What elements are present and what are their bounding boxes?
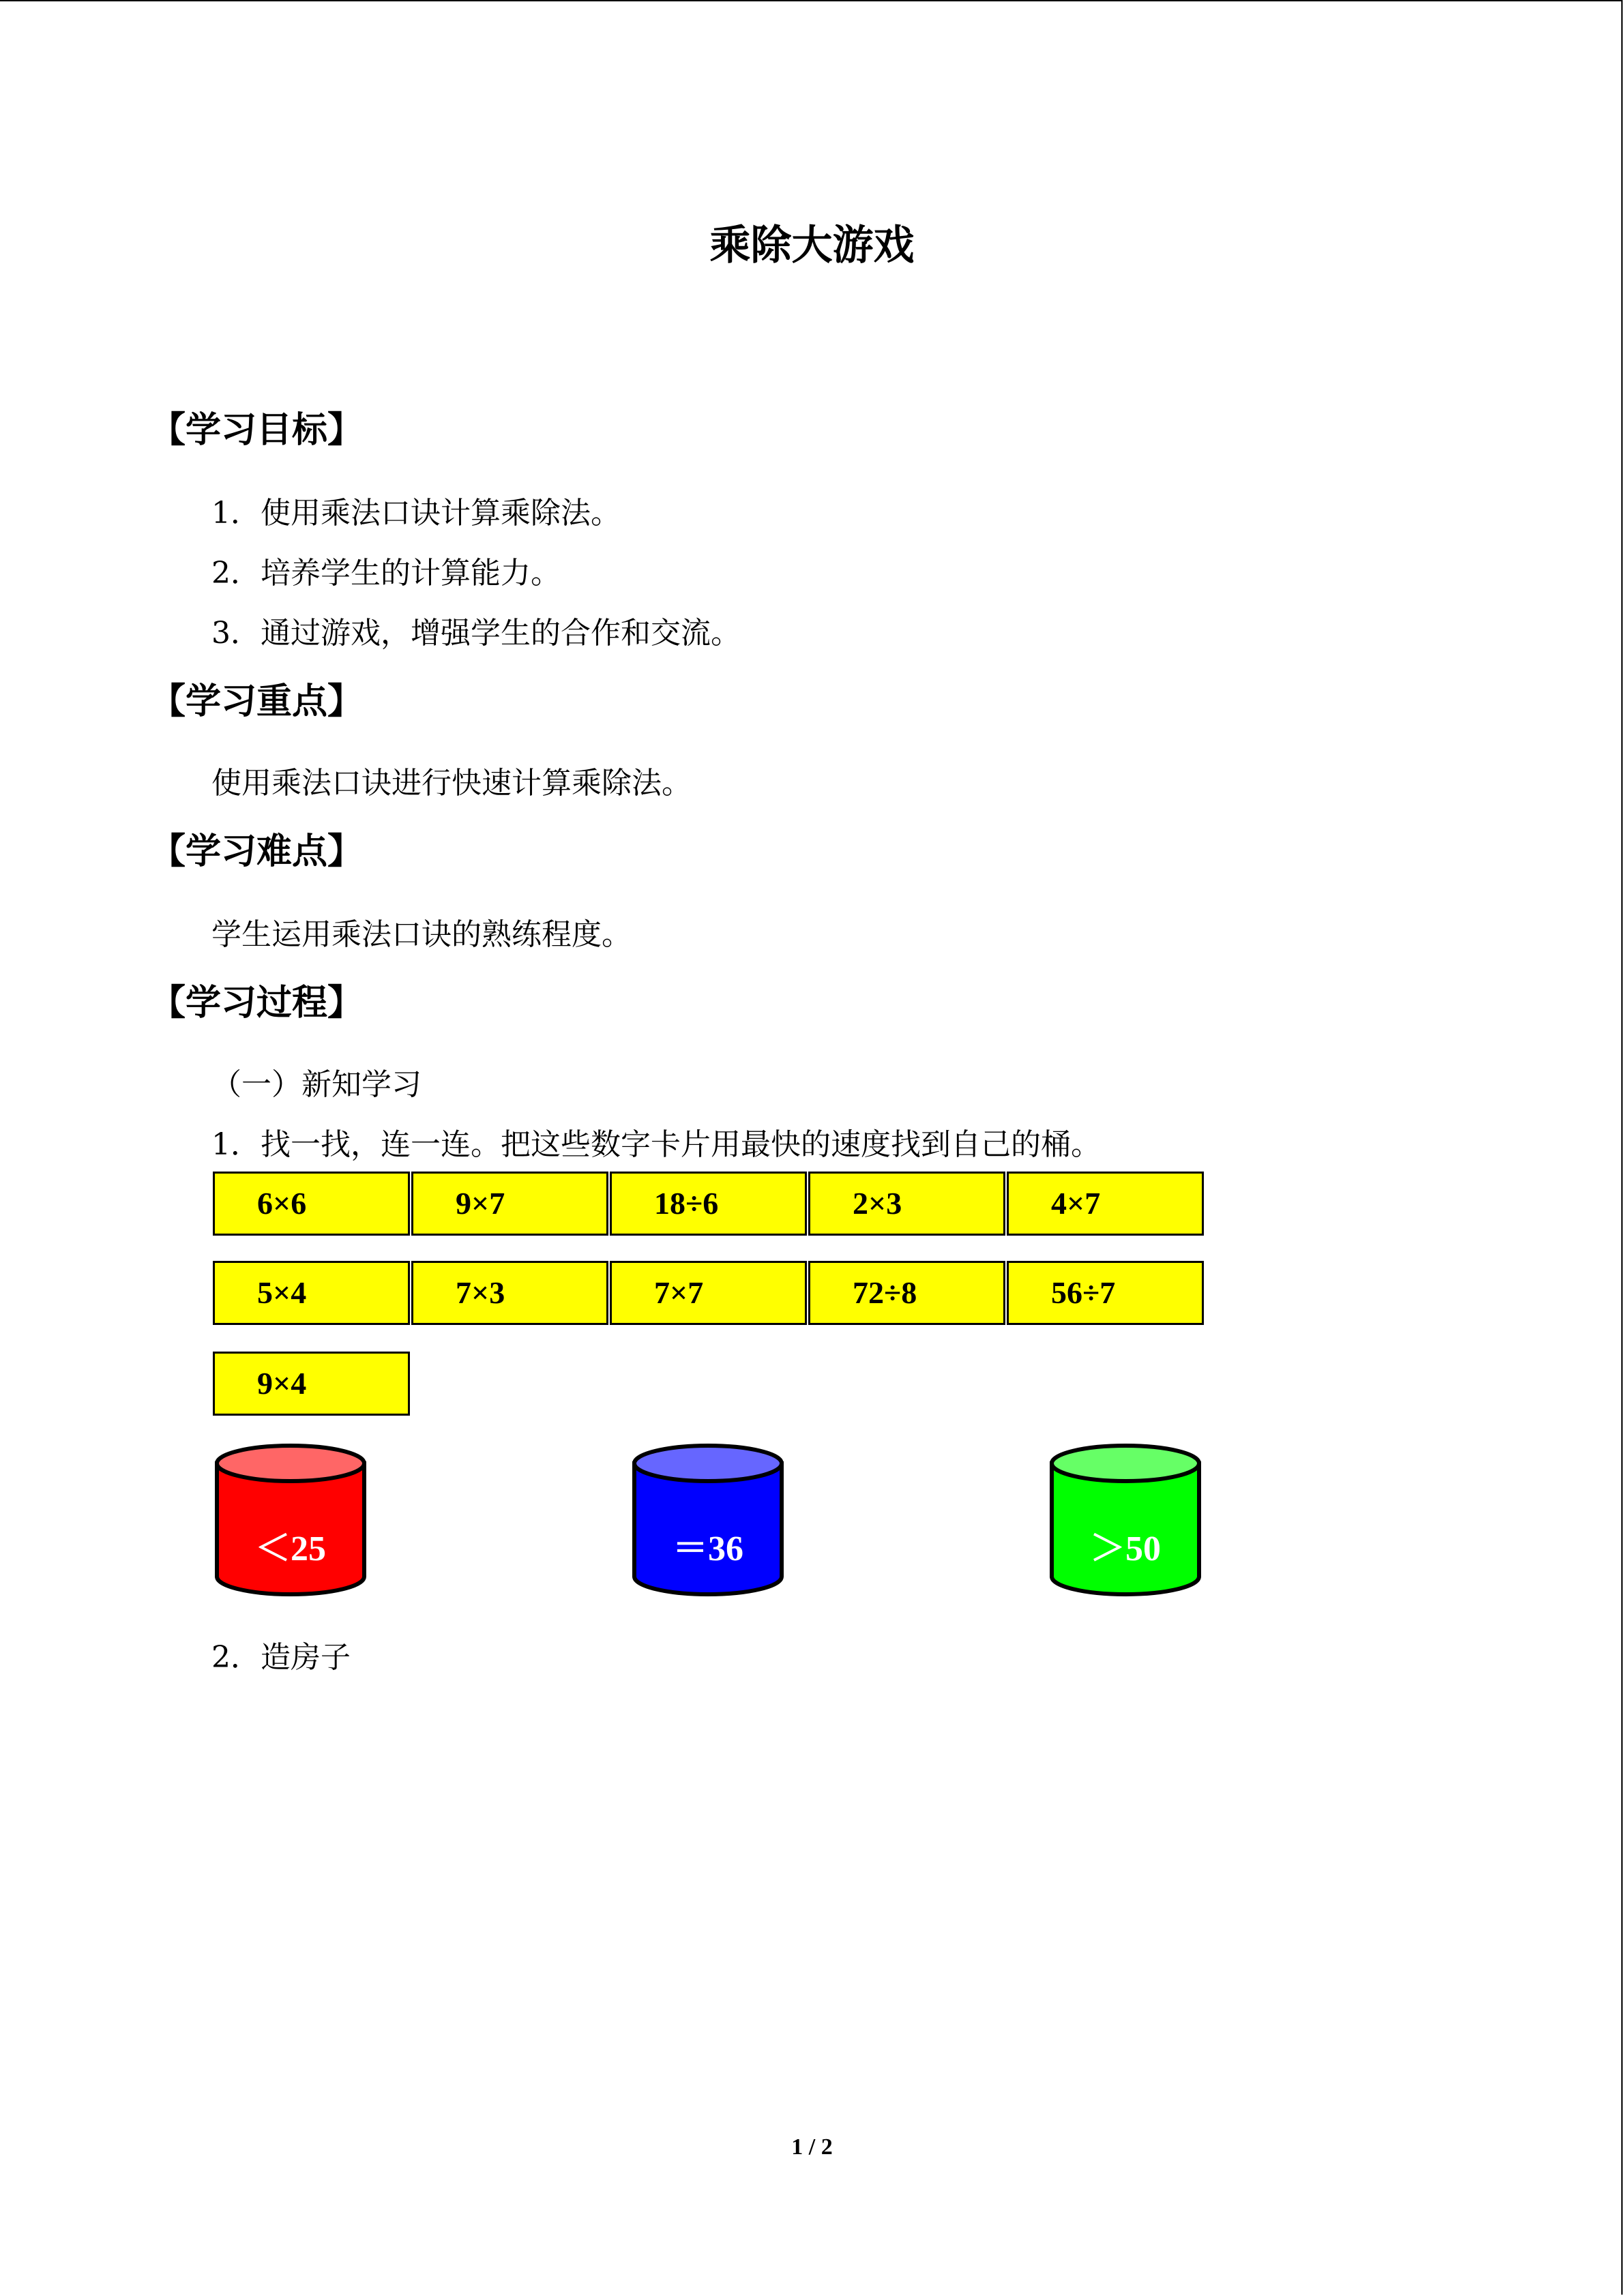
number-card[interactable]: 7×3: [411, 1261, 608, 1325]
process-subheading: （一）新知学习: [211, 1067, 422, 1102]
bucket-label: ＝36: [672, 1530, 743, 1568]
task-1-instruction: 1．找一找，连一连。把这些数字卡片用最快的速度找到自己的桶。: [211, 1127, 1101, 1162]
key-points-text: 使用乘法口诀进行快速计算乘除法。: [211, 766, 692, 801]
number-card[interactable]: 9×7: [411, 1172, 608, 1236]
task-2-title: 2．造房子: [211, 1640, 351, 1675]
heading-objectives: 【学习目标】: [150, 410, 364, 451]
bucket-label: ＜25: [254, 1530, 326, 1568]
heading-key-points: 【学习重点】: [150, 681, 364, 722]
bucket-equal-36[interactable]: [630, 1443, 786, 1598]
difficulties-text: 学生运用乘法口诀的熟练程度。: [211, 917, 632, 952]
bucket-greater-than-50[interactable]: [1048, 1443, 1203, 1598]
number-card[interactable]: 7×7: [610, 1261, 807, 1325]
number-card[interactable]: 9×4: [213, 1352, 410, 1416]
number-card[interactable]: 4×7: [1007, 1172, 1204, 1236]
objective-item-2: 2．培养学生的计算能力。: [211, 556, 561, 591]
objective-item-3: 3．通过游戏，增强学生的合作和交流。: [211, 616, 741, 651]
heading-process: 【学习过程】: [150, 983, 364, 1024]
number-card[interactable]: 56÷7: [1007, 1261, 1204, 1325]
heading-difficulties: 【学习难点】: [150, 831, 364, 872]
number-card[interactable]: 6×6: [213, 1172, 410, 1236]
page-title: 乘除大游戏: [709, 222, 915, 269]
number-card[interactable]: 2×3: [808, 1172, 1005, 1236]
number-card[interactable]: 18÷6: [610, 1172, 807, 1236]
objective-item-1: 1．使用乘法口诀计算乘除法。: [211, 496, 621, 531]
number-card[interactable]: 5×4: [213, 1261, 410, 1325]
bucket-label: ＞50: [1089, 1530, 1161, 1568]
number-card[interactable]: 72÷8: [808, 1261, 1005, 1325]
page-number: 1 / 2: [791, 2134, 833, 2160]
bucket-less-than-25[interactable]: [213, 1443, 368, 1598]
